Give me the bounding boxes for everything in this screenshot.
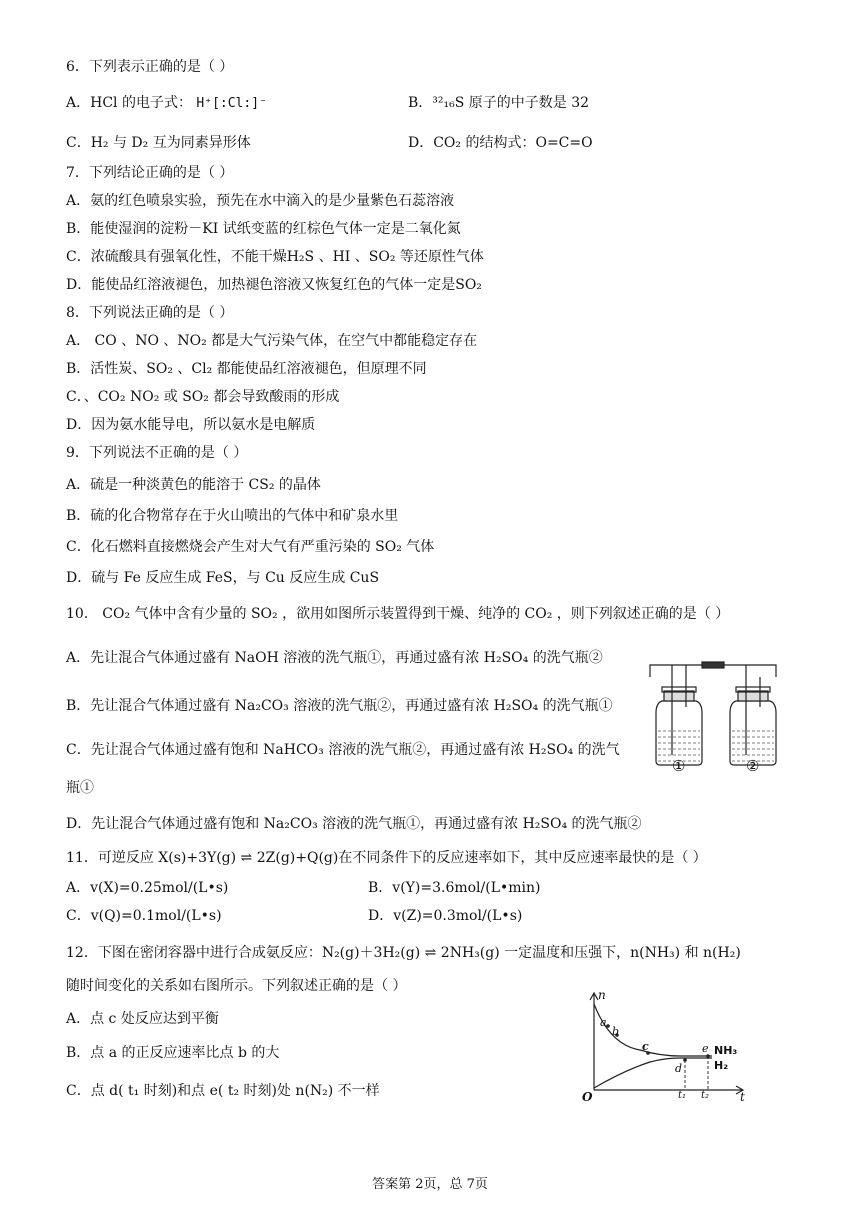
q11-option-a: A．v(X)=0.25mol/(L•s): [66, 880, 229, 896]
q6-option-d: D．CO₂ 的结构式：O=C=O: [408, 135, 593, 151]
point-a-label: a: [600, 1016, 607, 1029]
q8-option-a: A． CO 、NO 、NO₂ 都是大气污染气体，在空气中都能稳定存在: [66, 333, 478, 349]
q9-option-c: C．化石燃料直接燃烧会产生对大气有严重污染的 SO₂ 气体: [66, 539, 435, 555]
q12-option-b: B．点 a 的正反应速率比点 b 的大: [66, 1045, 280, 1061]
q12-stem-line2: 随时间变化的关系如右图所示。下列叙述正确的是（ ）: [66, 978, 407, 994]
q8-option-d: D．因为氨水能导电，所以氨水是电解质: [66, 417, 316, 433]
q10-option-c-line2: 瓶①: [66, 780, 94, 796]
q10-stem: 10． CO₂ 气体中含有少量的 SO₂ ，欲用如图所示装置得到干燥、纯净的 CO₂ ，则下列叙述正确的是（ ）: [66, 606, 730, 622]
q10-option-b: B．先让混合气体通过盛有 Na₂CO₃ 溶液的洗气瓶②，再通过盛有浓 H₂SO₄ 的洗气瓶①: [66, 698, 613, 714]
q9-option-d: D．硫与 Fe 反应生成 FeS，与 Cu 反应生成 CuS: [66, 570, 380, 586]
q6-stem: 6．下列表示正确的是（ ）: [66, 59, 234, 75]
q10-option-a: A．先让混合气体通过盛有 NaOH 溶液的洗气瓶①，再通过盛有浓 H₂SO₄ 的洗气瓶②: [66, 650, 603, 666]
q7-option-b: B．能使湿润的淀粉－KI 试纸变蓝的红棕色气体一定是二氧化氮: [66, 221, 461, 237]
q6-option-c: C．H₂ 与 D₂ 互为同素异形体: [66, 135, 251, 151]
h2-curve-label: H₂: [714, 1059, 729, 1072]
q9-option-a: A．硫是一种淡黄色的能溶于 CS₂ 的晶体: [66, 477, 321, 493]
page-footer: 答案第 2页，总 7页: [372, 1177, 488, 1192]
q12-stem-line1: 12．下图在密闭容器中进行合成氨反应：N₂(g)＋3H₂(g) ⇌ 2NH₃(g) 一定温度和压强下，n(NH₃) 和 n(H₂): [66, 945, 741, 961]
q6-option-a-text: A．HCl 的电子式：: [66, 95, 192, 111]
q9-option-b: B．硫的化合物常存在于火山喷出的气体中和矿泉水里: [66, 508, 399, 524]
bottle-2-label: ②: [746, 757, 760, 775]
q8-option-b: B．活性炭、SO₂ 、Cl₂ 都能使品红溶液褪色，但原理不同: [66, 361, 427, 377]
point-e-label: e: [702, 1042, 709, 1055]
hcl-electron-formula: H⁺[:Cl:]⁻: [196, 96, 267, 111]
graph-origin-label: O: [582, 1090, 593, 1104]
gas-wash-bottles-drawing: [640, 657, 790, 782]
gas-wash-bottles-figure: [640, 657, 790, 782]
q6-option-a: [66, 94, 267, 113]
nh3-curve-label: NH₃: [714, 1044, 738, 1057]
q11-option-b: B．v(Y)=3.6mol/(L•min): [368, 880, 541, 896]
q8-stem: 8．下列说法正确的是（ ）: [66, 305, 234, 321]
t2-label: t₂: [701, 1090, 710, 1101]
graph-x-axis-label: t: [740, 1090, 745, 1104]
graph-y-axis-label: n: [598, 988, 606, 1002]
point-c-label: c: [642, 1040, 649, 1053]
q12-option-a: A．点 c 处反应达到平衡: [66, 1011, 219, 1027]
point-b-label: b: [612, 1025, 620, 1038]
t1-label: t₁: [678, 1090, 687, 1101]
q7-option-d: D．能使品红溶液褪色，加热褪色溶液又恢复红色的气体一定是SO₂: [66, 277, 482, 293]
point-d-label: d: [675, 1062, 683, 1075]
q7-stem: 7．下列结论正确的是（ ）: [66, 165, 234, 181]
q7-option-c: C．浓硫酸具有强氧化性，不能干燥H₂S 、HI 、SO₂ 等还原性气体: [66, 249, 484, 265]
q11-option-c: C．v(Q)=0.1mol/(L•s): [66, 908, 222, 924]
bottle-1-label: ①: [672, 757, 686, 775]
q12-option-c: C．点 d( t₁ 时刻)和点 e( t₂ 时刻)处 n(N₂) 不一样: [66, 1083, 380, 1099]
q6-option-b: B．³²₁₆S 原子的中子数是 32: [408, 95, 590, 111]
ammonia-synthesis-graph: [580, 990, 750, 1105]
q11-stem: 11．可逆反应 X(s)+3Y(g) ⇌ 2Z(g)+Q(g)在不同条件下的反应速率如下，其中反应速率最快的是（ ）: [66, 850, 707, 866]
q11-option-d: D．v(Z)=0.3mol/(L•s): [368, 908, 523, 924]
q7-option-a: A．氨的红色喷泉实验，预先在水中滴入的是少量紫色石蕊溶液: [66, 193, 455, 209]
q10-option-c-line1: C．先让混合气体通过盛有饱和 NaHCO₃ 溶液的洗气瓶②，再通过盛有浓 H₂SO₄ 的洗气: [66, 742, 620, 758]
q8-option-c: C．、CO₂ NO₂ 或 SO₂ 都会导致酸雨的形成: [66, 389, 340, 405]
q10-option-d: D．先让混合气体通过盛有饱和 Na₂CO₃ 溶液的洗气瓶①，再通过盛有浓 H₂SO₄ 的洗气瓶②: [66, 816, 642, 832]
q9-stem: 9．下列说法不正确的是（ ）: [66, 445, 248, 461]
